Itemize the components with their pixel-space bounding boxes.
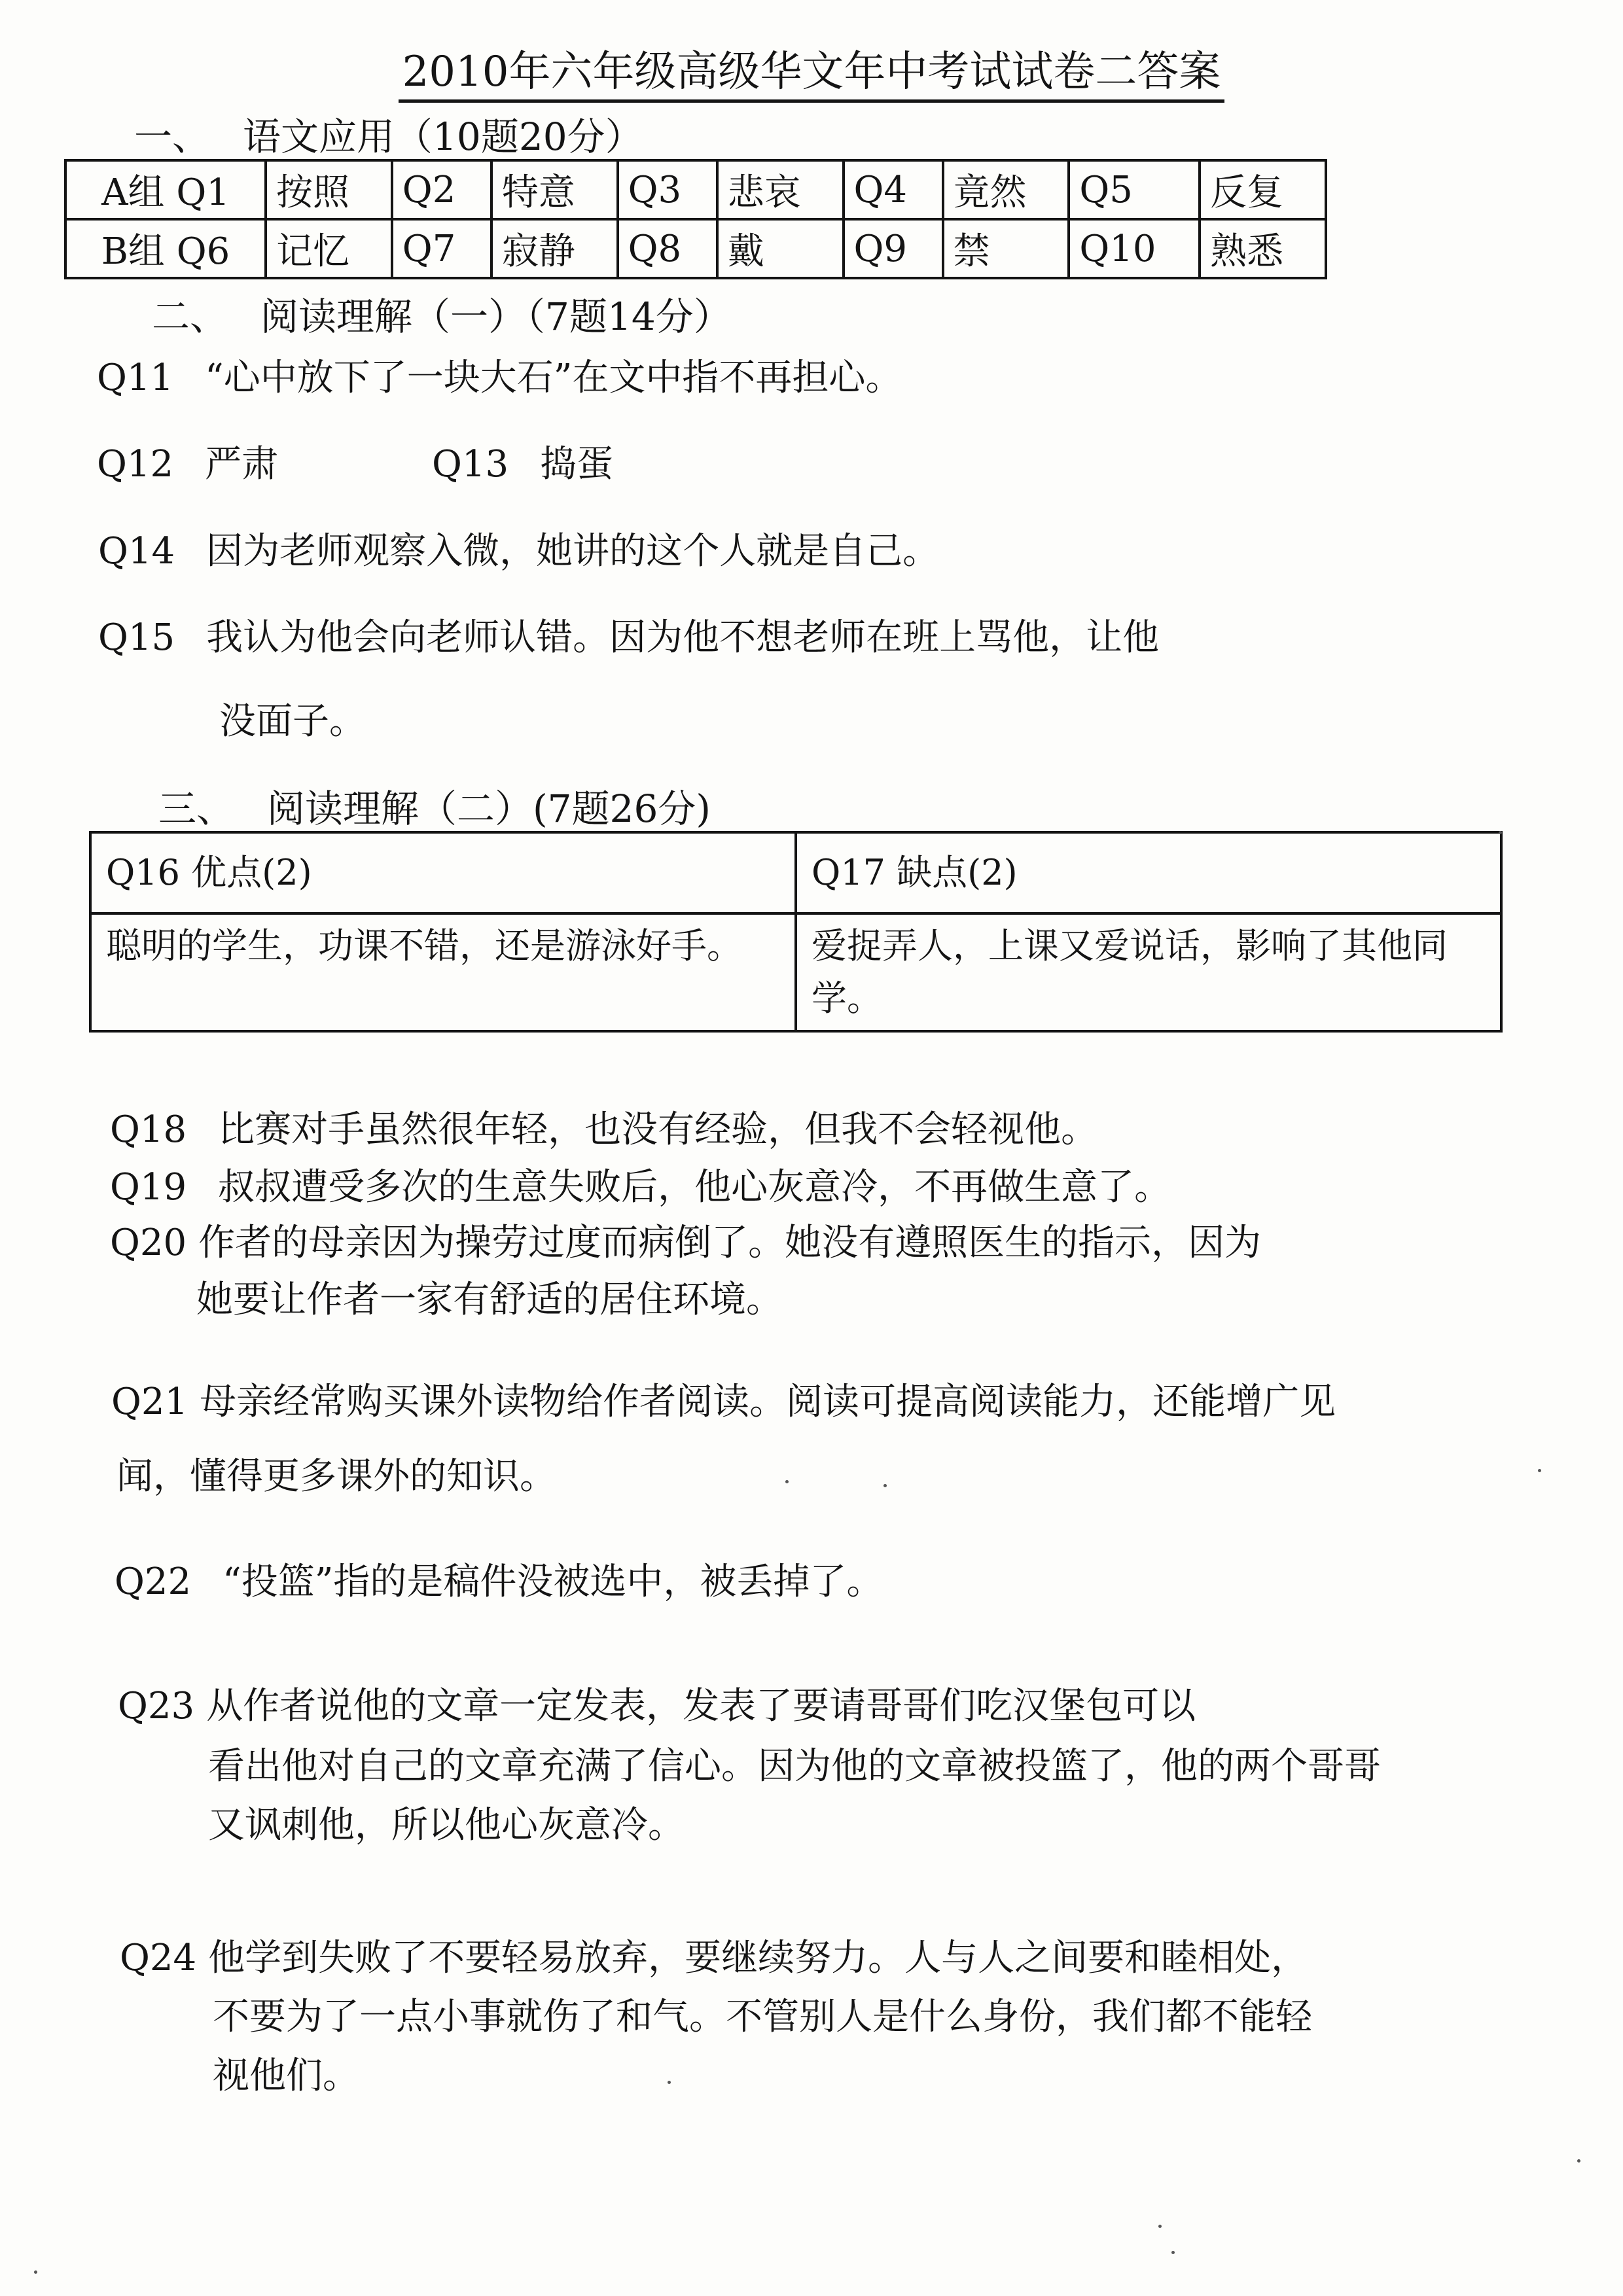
question-cell: Q10 — [1069, 219, 1200, 278]
scan-speck — [785, 1480, 789, 1483]
vocab-answer-table — [64, 159, 1327, 279]
answer-text-line-1: 他学到失败了不要轻易放弃，要继续努力。人与人之间要和睦相处， — [208, 1937, 1308, 1979]
table-row — [65, 160, 1326, 219]
scan-speck — [1499, 831, 1502, 834]
answer-cell: 戴 — [717, 219, 844, 278]
scan-speck — [1538, 1469, 1541, 1472]
answer-q12 — [97, 442, 278, 487]
section-3-title: 阅读理解（二）(7题26分) — [267, 786, 711, 831]
answer-cell: 记忆 — [266, 219, 392, 278]
group-label: A组 Q1 — [65, 160, 266, 219]
answer-q20-continuation: 她要让作者一家有舒适的居住环境。 — [196, 1279, 783, 1321]
answer-q20 — [110, 1220, 1261, 1266]
q17-answer: 爱捉弄人，上课又爱说话，影响了其他同学。 — [796, 913, 1501, 1031]
answer-q22 — [115, 1559, 883, 1605]
table-row — [90, 913, 1501, 1031]
answer-q24 — [120, 1935, 1308, 1981]
question-cell: Q3 — [618, 160, 717, 219]
answer-q23-continuation-1: 看出他对自己的文章充满了信心。因为他的文章被投篮了，他的两个哥哥 — [208, 1745, 1381, 1788]
answer-q23-continuation-2: 又讽刺他，所以他心灰意冷。 — [208, 1804, 685, 1846]
question-number: Q13 — [432, 443, 509, 486]
answer-text-line-1: 我认为他会向老师认错。因为他不想老师在班上骂他，让他 — [206, 616, 1160, 659]
answer-text: 叔叔遭受多次的生意失败后，他心灰意冷，不再做生意了。 — [218, 1166, 1171, 1209]
answer-q18 — [110, 1107, 1097, 1153]
scan-speck — [668, 2081, 671, 2084]
question-number: Q12 — [97, 443, 174, 486]
answer-cell: 反复 — [1200, 160, 1326, 219]
question-cell: Q8 — [618, 219, 717, 278]
answer-q23 — [118, 1684, 1196, 1729]
pros-cons-table — [89, 831, 1503, 1033]
answer-text: 捣蛋 — [540, 443, 614, 486]
table-row — [65, 219, 1326, 278]
question-number: Q21 — [111, 1381, 188, 1423]
q17-header: Q17 缺点(2) — [796, 832, 1501, 913]
question-number: Q20 — [110, 1222, 187, 1264]
question-number: Q15 — [98, 616, 175, 659]
answer-text: 严肃 — [205, 443, 279, 486]
section-1-title: 语文应用（10题20分） — [243, 115, 643, 159]
answer-q15-continuation: 没面子。 — [219, 700, 366, 743]
answer-cell: 按照 — [266, 160, 392, 219]
answer-text: “心中放下了一块大石”在文中指不再担心。 — [205, 357, 902, 399]
question-number: Q19 — [110, 1166, 187, 1209]
answer-text-line-1: 作者的母亲因为操劳过度而病倒了。她没有遵照医生的指示，因为 — [198, 1222, 1262, 1264]
section-2-title: 阅读理解（一）（7题14分） — [260, 294, 732, 339]
section-1-heading — [134, 113, 643, 160]
title-text: 2010年六年级高级华文年中考试试卷二答案 — [399, 46, 1225, 103]
scan-speck — [1577, 2159, 1580, 2163]
question-cell: Q5 — [1069, 160, 1200, 219]
answer-cell: 禁 — [943, 219, 1069, 278]
scan-speck — [1171, 2251, 1175, 2254]
question-cell: Q7 — [392, 219, 491, 278]
group-label: B组 Q6 — [65, 219, 266, 278]
question-number: Q24 — [120, 1937, 197, 1979]
answer-q21-continuation: 闻，懂得更多课外的知识。 — [116, 1455, 556, 1498]
scan-speck — [34, 2270, 37, 2274]
answer-q19 — [110, 1165, 1171, 1210]
answer-q15 — [98, 615, 1159, 661]
answer-cell: 熟悉 — [1200, 219, 1326, 278]
answer-cell: 寂静 — [491, 219, 618, 278]
answer-q21 — [111, 1379, 1336, 1425]
page-title — [0, 46, 1623, 103]
q16-header: Q16 优点(2) — [90, 832, 796, 913]
answer-cell: 特意 — [491, 160, 618, 219]
answer-cell: 竟然 — [943, 160, 1069, 219]
question-number: Q18 — [110, 1108, 187, 1151]
answer-text-line-1: 母亲经常购买课外读物给作者阅读。阅读可提高阅读能力，还能增广见 — [200, 1381, 1336, 1423]
question-cell: Q4 — [844, 160, 943, 219]
answer-text: “投篮”指的是稿件没被选中，被丢掉了。 — [223, 1561, 883, 1603]
section-3-number: 三、 — [158, 786, 235, 831]
question-number: Q11 — [97, 357, 174, 399]
answer-q14 — [98, 529, 939, 574]
scan-speck — [1158, 2225, 1162, 2228]
section-3-heading — [158, 785, 711, 832]
scan-speck — [883, 1484, 887, 1487]
answer-cell: 悲哀 — [717, 160, 844, 219]
answer-q24-continuation-2: 视他们。 — [213, 2055, 359, 2097]
answer-text: 比赛对手虽然很年轻，也没有经验，但我不会轻视他。 — [218, 1108, 1098, 1151]
question-number: Q22 — [115, 1561, 192, 1603]
question-cell: Q9 — [844, 219, 943, 278]
question-number: Q23 — [118, 1685, 195, 1727]
answer-text-line-1: 从作者说他的文章一定发表，发表了要请哥哥们吃汉堡包可以 — [206, 1685, 1196, 1727]
answer-q13 — [432, 442, 613, 487]
question-cell: Q2 — [392, 160, 491, 219]
answer-text: 因为老师观察入微，她讲的这个人就是自己。 — [206, 530, 940, 573]
section-1-number: 一、 — [134, 115, 211, 159]
table-row — [90, 832, 1501, 913]
answer-q11 — [97, 355, 902, 401]
q16-answer: 聪明的学生，功课不错，还是游泳好手。 — [90, 913, 796, 1031]
section-2-number: 二、 — [152, 294, 228, 339]
answer-q24-continuation-1: 不要为了一点小事就伤了和气。不管别人是什么身份，我们都不能轻 — [213, 1996, 1312, 2038]
question-number: Q14 — [98, 530, 175, 573]
section-2-heading — [152, 293, 732, 340]
